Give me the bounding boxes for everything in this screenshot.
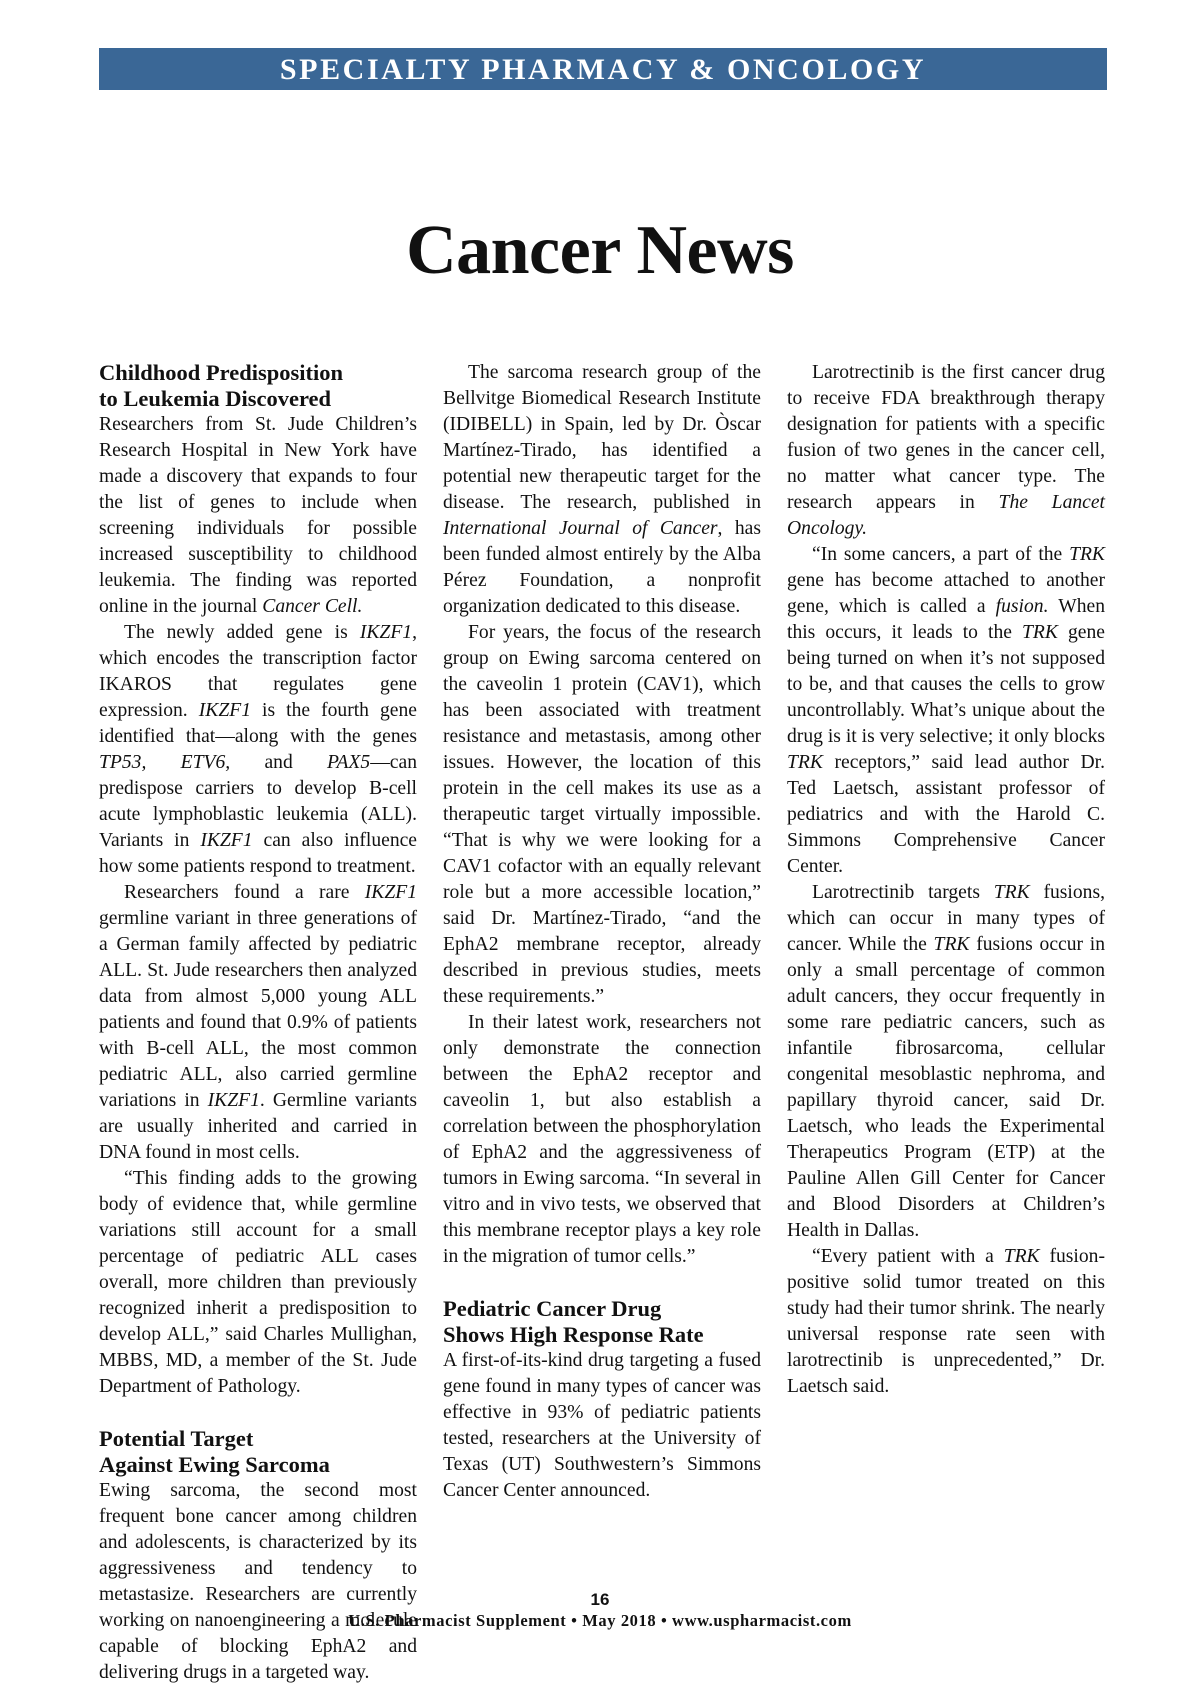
heading-line: Potential Target — [99, 1426, 254, 1451]
heading-line: Pediatric Cancer Drug — [443, 1296, 662, 1321]
heading-line: Against Ewing Sarcoma — [99, 1452, 330, 1477]
article-heading-leukemia — [99, 360, 417, 412]
paragraph: A first-of-its-kind drug targeting a fused gene found in many types of cancer was effective in 93% of pediatric patients tested, researchers at the University of Texas (UT) Southwestern’s Simmons Cancer Center announced. — [443, 1350, 761, 1501]
heading-line: Shows High Response Rate — [443, 1322, 704, 1347]
article-heading-ewing — [99, 1426, 417, 1478]
column-3 — [787, 360, 1105, 1585]
section-banner: SPECIALTY PHARMACY & ONCOLOGY — [99, 48, 1107, 90]
paragraph: The newly added gene is IKZF1, which encodes the transcription factor IKAROS that regulates gene expression. IKZF1 is the fourth gene identified that—along with the genes TP53, ETV6, and PAX5—can predispose carriers to develop B-cell acute lymphoblastic leukemia (ALL). Variants in IKZF1 can also influence how some patients respond to treatment. — [99, 622, 418, 877]
paragraph: For years, the focus of the research group on Ewing sarcoma centered on the caveolin 1 protein (CAV1), which has been associated with treatment resistance and metastasis, among other issues. However, the location of this protein in the cell makes its use as a therapeutic target virtually impossible. “That is why we were looking for a CAV1 cofactor with an equally relevant role but a more accessible location,” said Dr. Martínez-Tirado, “and the EphA2 membrane receptor, already described in previous studies, meets these requirements.” — [443, 622, 761, 1007]
heading-line: Childhood Predisposition — [99, 360, 344, 385]
publication-footer: U.S. Pharmacist Supplement • May 2018 • www.uspharmacist.com — [348, 1611, 852, 1630]
paragraph: Larotrectinib targets TRK fusions, which can occur in many types of cancer. While the TRK fusions occur in only a small percentage of common adult cancers, they occur frequently in some rare pediatric cancers, such as infantile fibrosarcoma, cellular congenital mesoblastic nephroma, and papillary thyroid cancer, said Dr. Laetsch, who leads the Experimental Therapeutics Program (ETP) at the Pauline Allen Gill Center for Cancer and Blood Disorders at Children’s Health in Dallas. — [787, 882, 1105, 1241]
paragraph: In their latest work, researchers not only demonstrate the connection between the EphA2 receptor and caveolin 1, but also establish a correlation between the phosphorylation of EphA2 and the aggressiveness of tumors in Ewing sarcoma. “In several in vitro and in vivo tests, we observed that this membrane receptor plays a key role in the migration of tumor cells.” — [443, 1012, 761, 1267]
column-1 — [99, 360, 418, 1683]
paragraph: “Every patient with a TRK fusion-positive solid tumor treated on this study had their tumor shrink. The nearly universal response rate seen with larotrectinib is unprecedented,” Dr. Laetsch said. — [787, 1246, 1105, 1397]
paragraph: Researchers from St. Jude Children’s Research Hospital in New York have made a discovery that expands to four the list of genes to include when screening individuals for possible increased susceptibility to childhood leukemia. The finding was reported online in the journal Cancer Cell. — [99, 414, 417, 617]
paragraph: The sarcoma research group of the Bellvitge Biomedical Research Institute (IDIBELL) in Spain, led by Dr. Òscar Martínez-Tirado, has identified a potential new therapeutic target for the disease. The research, published in International Journal of Cancer, has been funded almost entirely by the Alba Pérez Foundation, a nonprofit organization dedicated to this disease. — [443, 362, 761, 617]
paragraph: “In some cancers, a part of the TRK gene has become attached to another gene, which is called a fusion. When this occurs, it leads to the TRK gene being turned on when it’s not supposed to be, and that causes the cells to grow uncontrollably. What’s unique about the drug is it is very selective; it only blocks TRK receptors,” said lead author Dr. Ted Laetsch, assistant professor of pediatrics and with the Harold C. Simmons Comprehensive Cancer Center. — [787, 544, 1105, 877]
page-title: Cancer News — [406, 211, 794, 289]
paragraph: Researchers found a rare IKZF1 germline variant in three generations of a German family affected by pediatric ALL. St. Jude researchers then analyzed data from almost 5,000 young ALL patients and found that 0.9% of patients with B-cell ALL, the most common pediatric ALL, also carried germline variations in IKZF1. Germline variants are usually inherited and carried in DNA found in most cells. — [99, 882, 417, 1163]
column-2 — [443, 360, 761, 1585]
paragraph: Larotrectinib is the first cancer drug to receive FDA breakthrough therapy designation for patients with a specific fusion of two genes in the cancer cell, no matter what cancer type. The research appears in The Lancet Oncology. — [787, 362, 1105, 539]
article-heading-drug — [443, 1296, 761, 1348]
page-number: 16 — [590, 1590, 610, 1609]
heading-line: to Leukemia Discovered — [99, 386, 332, 411]
paragraph: Ewing sarcoma, the second most frequent bone cancer among children and adolescents, is characterized by its aggressiveness and tendency to metastasize. Researchers are currently working on nanoengineering a molecule capable of blocking EphA2 and delivering drugs in a targeted way. — [99, 1480, 417, 1683]
paragraph: “This finding adds to the growing body of evidence that, while germline variations still account for a small percentage of pediatric ALL cases overall, more children than previously recognized inherit a predisposition to develop ALL,” said Charles Mullighan, MBBS, MD, a member of the St. Jude Department of Pathology. — [99, 1168, 417, 1397]
